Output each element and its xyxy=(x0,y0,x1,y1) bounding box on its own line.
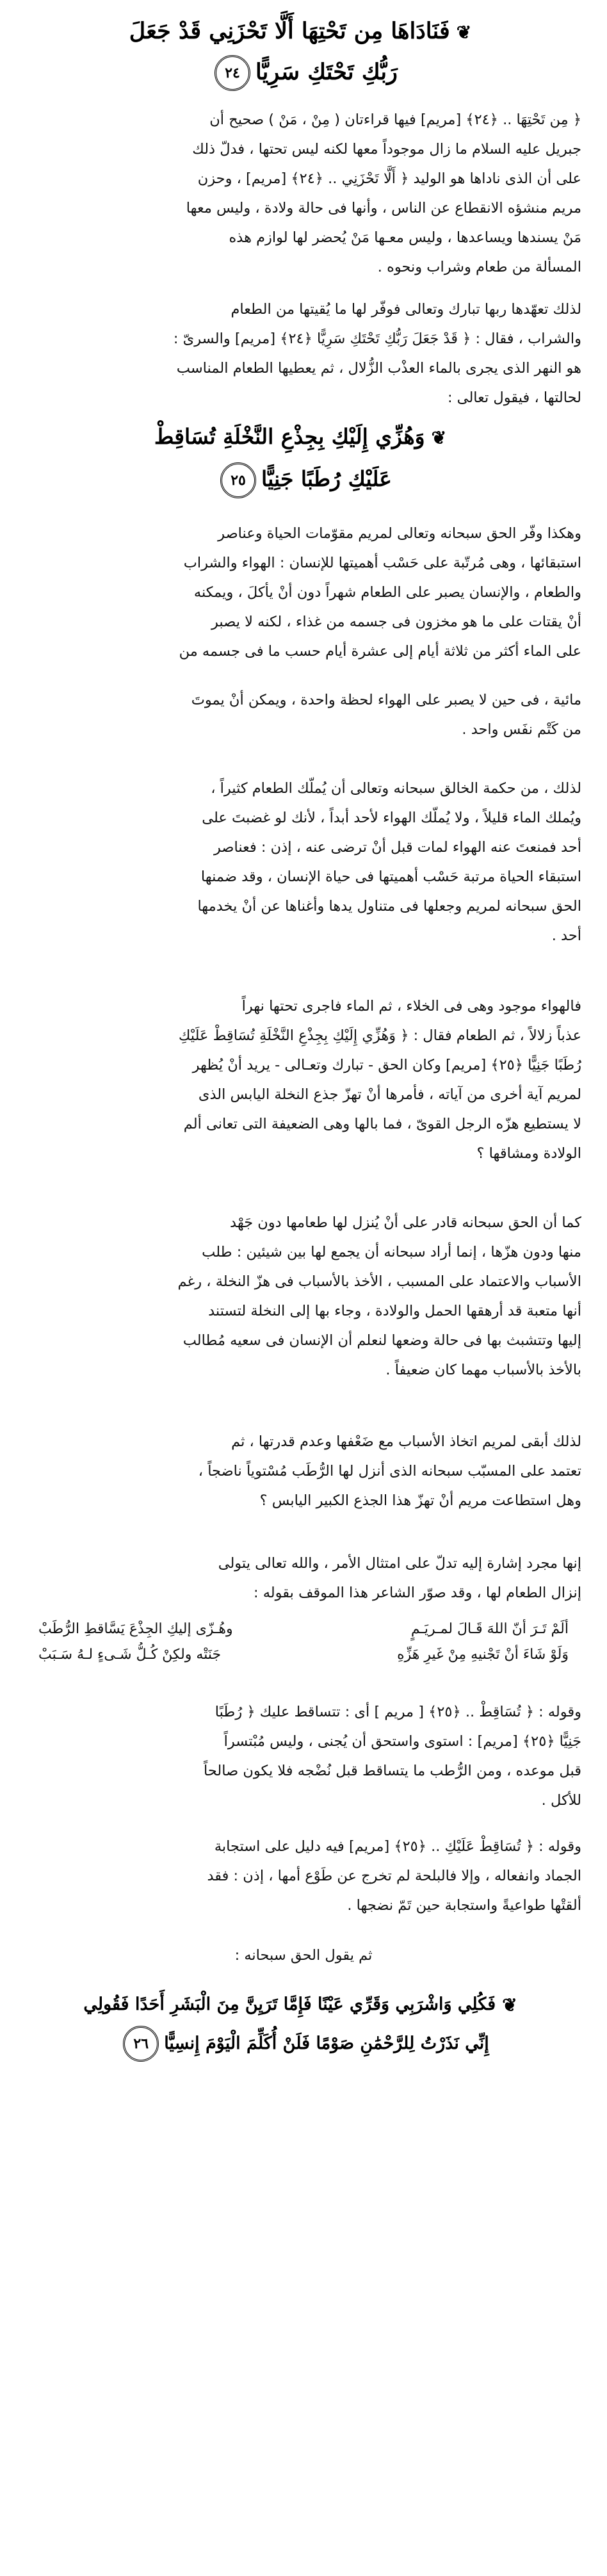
paragraph xyxy=(26,991,581,1168)
ayah-number-badge: ٢٤ xyxy=(214,55,250,91)
text-line: إنها مجرد إشارة إليه تدلّ على امتثال الأمر ، والله تعالى يتولى xyxy=(218,1555,581,1572)
text-line: لذلك ، من حكمة الخالق سبحانه وتعالى أن يُملّك الطعام كثيراً ، xyxy=(211,780,581,797)
text-line: الجماد وانفعاله ، وإلا فالبلحة لم تخرج عن طَوْع أمها ، إذن : فقد xyxy=(207,1868,581,1884)
text-line: بالأخذ بالأسباب مهما كان ضعيفاً . xyxy=(385,1362,581,1378)
paragraph xyxy=(26,1941,581,1970)
poem-verse xyxy=(38,1642,569,1668)
text-line: قبل موعده ، ومن الرُّطب ما يتساقط قبل نُضْجه فلا يكون صالحاً xyxy=(204,1763,581,1779)
verse-text: فَنَادَاهَا مِن تَحْتِهَا أَلَّا تَحْزَنِي قَدْ جَعَلَ xyxy=(129,18,450,44)
paragraph xyxy=(26,1549,581,1608)
verse-text: إِنِّي نَذَرْتُ لِلرَّحْمَٰنِ صَوْمًا فَلَنْ أُكَلِّمَ الْيَوْمَ إِنسِيًّا xyxy=(164,2033,489,2053)
verse-text: وَهُزِّي إِلَيْكِ بِجِذْعِ النَّخْلَةِ تُسَاقِطْ xyxy=(154,424,425,449)
ayah-number-badge: ٢٦ xyxy=(123,2026,159,2062)
text-line: ويُملك الماء قليلاً ، ولا يُملّك الهواء لأحد أبداً ، لأنك لو غضبتَ على xyxy=(202,810,581,826)
text-line: لمريم آية أخرى من آياته ، فأمرها أنْ تهزّ جذع النخلة اليابس الذى xyxy=(198,1086,581,1103)
text-line: الأسباب والاعتماد على المسبب ، الأخذ بالأسباب فى هزّ النخلة ، رغم xyxy=(177,1273,581,1290)
verse-heading-25 xyxy=(45,416,562,500)
verse-line xyxy=(45,12,562,53)
text-line: على أن الذى ناداها هو الوليد ﴿ أَلَّا تَحْزَنِي .. ﴿٢٤﴾ [مريم] ، وحزن xyxy=(197,170,581,187)
text-line: أنها متعبة قد أرهقها الحمل والولادة ، وجاء بها إلى النخلة لتستند xyxy=(208,1303,581,1319)
poem-hemistich: وَلَوْ شَاءَ أنْ تَجْنيهِ مِنْ غَيرِ هَزِّهِ xyxy=(397,1647,569,1663)
text-line: لذلك تعهّدها ربها تبارك وتعالى فوفّر لها ما يُقيتها من الطعام xyxy=(231,301,581,318)
text-line: وهل استطاعت مريم أنْ تهزّ هذا الجذع الكبير اليابس ؟ xyxy=(259,1492,581,1509)
poem-verse xyxy=(38,1617,569,1642)
text-line: والطعام ، والإنسان يصبر على الطعام شهراً دون أنْ يأكلَ ، ويمكنه xyxy=(193,584,581,601)
verse-text: فَكُلِي وَاشْرَبِي وَقَرِّي عَيْنًا فَإِمَّا تَرَيِنَّ مِنَ الْبَشَرِ أَحَدًا فَقُولِي xyxy=(83,1994,496,2014)
text-line: الولادة ومشاقها ؟ xyxy=(476,1145,581,1162)
text-line: مائية ، فى حين لا يصبر على الهواء لحظة واحدة ، ويمكن أنْ يموتَ xyxy=(191,692,581,708)
text-line: الحق سبحانه لمريم وجعلها فى متناول يدها وأغناها عن أنْ يخدمها xyxy=(197,898,581,915)
paragraph xyxy=(26,1208,581,1385)
paragraph xyxy=(26,105,581,282)
ornament-icon: ❦ xyxy=(502,1994,517,2016)
paragraph xyxy=(26,1697,581,1815)
text-line: أحد فمنعتَ عنه الهواء لمات قبل أنْ ترضى عنه ، إذن : فعناصر xyxy=(214,839,581,856)
paragraph xyxy=(26,774,581,950)
verse-line xyxy=(26,2025,581,2063)
paragraph xyxy=(26,1427,581,1515)
ornament-icon: ❦ xyxy=(456,21,472,43)
text-line: أنْ يقتات على ما هو مخزون فى جسمه من غذاء ، لكنه لا يصبر xyxy=(211,614,581,630)
text-line: مَنْ يسندها ويساعدها ، وليس معـها مَنْ يُحضر لها لوازم هذه xyxy=(229,229,581,246)
text-line: لذلك أبقى لمريم اتخاذ الأسباب مع ضَعْفها وعدم قدرتها ، ثم xyxy=(231,1433,581,1450)
text-line: عذباً زلالاً ، ثم الطعام فقال : ﴿ وَهُزِّي إِلَيْكِ بِجِذْعِ النَّخْلَةِ تُسَاقِطْ عَلَيْكِ xyxy=(178,1027,581,1044)
text-line: استبقائها ، وهى مُرتّبة على حَسْب أهميتها للإنسان : الهواء والشراب xyxy=(183,555,581,571)
poem-hemistich: جَنَتْه ولكِنْ كُـلُّ شَـىءٍ لـهُ سَـبَبْ xyxy=(38,1647,222,1663)
text-line: رُطَبًا جَنِيًّا ﴿٢٥﴾ [مريم] وكان الحق - تبارك وتعـالى - يريد أنْ يُظهر xyxy=(192,1057,581,1073)
text-line: جَنِيًّا ﴿٢٥﴾ [مريم] : استوى واستحق أن يُجنى ، وليس مُبْتسراً xyxy=(223,1733,581,1750)
verse-text: رَبُّكِ تَحْتَكِ سَرِيًّا xyxy=(255,58,398,85)
text-line: فالهواء موجود وهى فى الخلاء ، ثم الماء فاجرى تحتها نهراً xyxy=(241,998,581,1015)
text-line: تعتمد على المسبّب سبحانه الذى أنزل لها الرُّطَب مُسْتوياً ناضجاً ، xyxy=(198,1463,581,1480)
ornament-icon: ❦ xyxy=(431,427,447,448)
text-line: منها ودون هزّها ، إنما أراد سبحانه أن يجمع لها بين شيئين : طلب xyxy=(202,1244,581,1260)
text-line: على الماء أكثر من ثلاثة أيام إلى عشرة أيام حسب ما فى جسمه من xyxy=(179,643,581,660)
verse-heading-26 xyxy=(26,1985,581,2063)
text-line: ثم يقول الحق سبحانه : xyxy=(234,1947,373,1964)
text-line: لحالتها ، فيقول تعالى : xyxy=(447,389,581,406)
verse-line xyxy=(45,53,562,92)
text-line: والشراب ، فقال : ﴿ قَدْ جَعَلَ رَبُّكِ تَحْتَكِ سَرِيًّا ﴿٢٤﴾ [مريم] والسرىّ : xyxy=(173,330,581,347)
text-line: للأكل . xyxy=(541,1792,581,1809)
text-line: كما أن الحق سبحانه قادر على أنْ يُنزل لها طعامها دون جَهْد xyxy=(230,1214,581,1231)
poem xyxy=(38,1617,569,1668)
text-line: من كَتْم نفَس واحد . xyxy=(462,721,581,738)
verse-heading-24 xyxy=(45,12,562,92)
text-line: استبقاء الحياة مرتبة حَسْب أهميتها فى حياة الإنسان ، وقد ضمنها xyxy=(200,868,581,885)
paragraph xyxy=(26,685,581,744)
verse-text: عَلَيْكِ رُطَبًا جَنِيًّا xyxy=(261,466,392,491)
text-line: لا يستطيع هزّه الرجل القوىّ ، فما بالها وهى الضعيفة التى تعانى ألم xyxy=(183,1116,581,1132)
text-line: أحد . xyxy=(551,927,581,944)
text-line: جبريل عليه السلام ما زال موجوداً معها لكنه ليس تحتها ، فدلّ ذلك xyxy=(192,141,581,158)
text-line: المسألة من طعام وشراب ونحوه . xyxy=(377,259,581,275)
paragraph xyxy=(26,295,581,412)
paragraph xyxy=(26,1832,581,1920)
text-line: هو النهر الذى يجرى بالماء العذْب الزُّلال ، ثم يعطيها الطعام المناسب xyxy=(176,360,581,377)
text-line: مريم منشؤه الانقطاع عن الناس ، وأنها فى حالة ولادة ، وليس معها xyxy=(186,200,581,216)
paragraph xyxy=(26,519,581,666)
text-line: وقوله : ﴿ تُسَاقِطْ عَلَيْكِ .. ﴿٢٥﴾ [مريم] فيه دليل على استجابة xyxy=(214,1838,581,1855)
text-line: وهكذا وفّر الحق سبحانه وتعالى لمريم مقوّمات الحياة وعناصر xyxy=(218,525,581,542)
poem-hemistich: ألَمْ تَـرَ أنّ اللهَ قَـالَ لمـريَـمٍ xyxy=(410,1621,569,1637)
poem-hemistich: وهُـزّى إليكِ الجِذْعَ يَسَّاقطِ الرُّطَبْ xyxy=(38,1621,233,1637)
verse-line xyxy=(45,459,562,500)
ayah-number-badge: ٢٥ xyxy=(220,462,256,498)
text-line: ألقتْها طواعيةً واستجابة حين تَمّ نضجها . xyxy=(347,1897,581,1914)
text-line: إنزال الطعام لها ، وقد صوّر الشاعر هذا الموقف بقوله : xyxy=(254,1585,581,1601)
text-line: ﴿ مِن تَحْتِهَا .. ﴿٢٤﴾ [مريم] فيها قراءتان ( مِنْ ، مَنْ ) صحيح أن xyxy=(209,111,581,128)
text-line: إليها وتتشبث بها فى حالة وضعها لنعلم أن الإنسان فى سعيه مُطالب xyxy=(182,1332,581,1349)
text-line: وقوله : ﴿ تُسَاقِطْ .. ﴿٢٥﴾ [ مريم ] أى : تتساقط عليك ﴿ رُطَبًا xyxy=(214,1704,581,1720)
verse-line xyxy=(26,1985,581,2025)
verse-line xyxy=(45,416,562,459)
